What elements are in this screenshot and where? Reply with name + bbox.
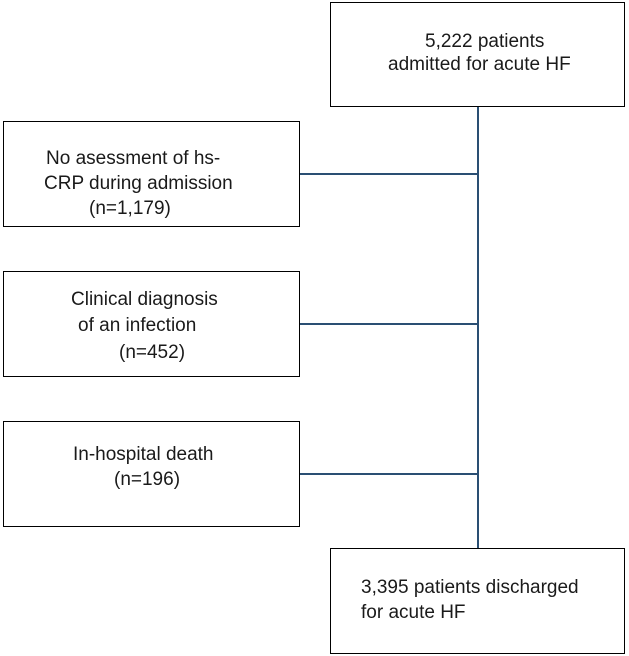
final-box [330,548,625,654]
start-box-line-1: 5,222 patients [425,31,545,52]
exclusion-no-hscrp-count: (n=1,179) [89,198,171,219]
exclusion-death-count: (n=196) [114,469,181,490]
start-box [330,2,625,107]
exclusion-connector-no-hscrp [299,173,479,175]
exclusion-no-hscrp-line-2: CRP during admission [44,173,233,194]
exclusion-box-no-hscrp [3,121,300,227]
exclusion-death-line-1: In-hospital death [73,444,214,465]
exclusion-connector-infection [299,323,479,325]
exclusion-infection-line-2: of an infection [78,315,197,336]
exclusion-box-infection [3,271,300,377]
final-box-line-1: 3,395 patients discharged [361,577,579,598]
start-box-line-2: admitted for acute HF [388,54,571,75]
exclusion-box-death [3,421,300,527]
exclusion-infection-count: (n=452) [119,342,186,363]
exclusion-infection-line-1: Clinical diagnosis [71,289,218,310]
exclusion-no-hscrp-line-1: No asessment of hs- [46,148,221,169]
final-box-line-2: for acute HF [361,602,466,623]
exclusion-connector-death [299,473,479,475]
